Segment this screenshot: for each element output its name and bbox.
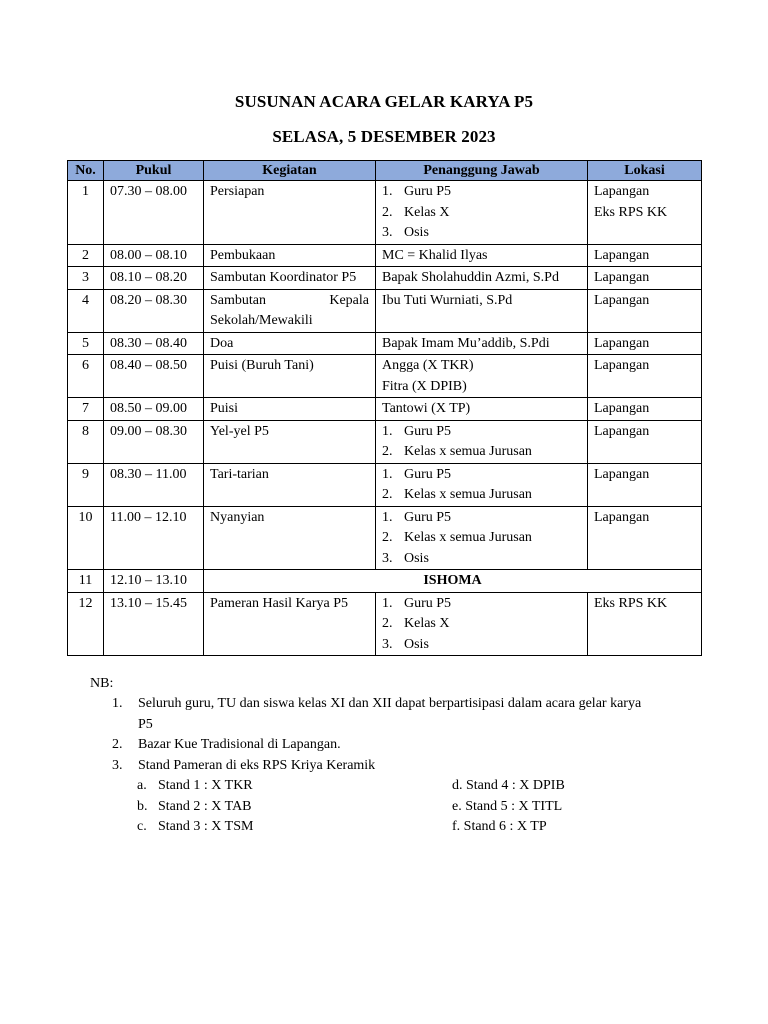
cell-no: 5 [68,332,104,355]
nb-item-line: P5 [138,716,153,732]
pj-number: 3. [382,225,393,240]
cell-lokasi [588,181,702,245]
pj-number: 1. [382,423,393,439]
cell-lokasi [588,463,702,506]
pj-number: 2. [382,487,393,502]
nb-item-line: Bazar Kue Tradisional di Lapangan. [138,737,341,752]
pj-name: Osis [404,550,429,566]
cell-ishoma: ISHOMA [204,570,702,593]
cell-kegiatan: Doa [204,332,376,355]
pj-list-item [382,614,581,635]
pj-number: 2. [382,204,393,220]
pj-list-item [382,182,581,203]
lokasi-line: Eks RPS KK [594,595,668,611]
pj-list [382,508,581,570]
document-title: SUSUNAN ACARA GELAR KARYA P5 [234,92,534,111]
pj-name: Kelas x semua Jurusan [404,487,532,502]
table-row [68,463,702,506]
cell-pukul: 08.40 – 08.50 [104,355,204,398]
cell-penanggung-jawab [376,506,588,570]
cell-pukul: 07.30 – 08.00 [104,181,204,245]
nb-item-text [138,694,641,735]
nb-item [112,735,682,756]
pj-number: 1. [382,595,393,611]
nb-item-text [138,735,341,756]
pj-name: Kelas x semua Jurusan [404,530,532,545]
lokasi-line: Lapangan [594,358,650,373]
pj-name: Kelas X [404,204,450,220]
pj-list-item [382,594,581,615]
nb-label: NB: [90,676,114,691]
pj-name: Osis [404,636,429,652]
pj-line: Fitra (X DPIB) [382,378,467,394]
cell-pukul: 08.00 – 08.10 [104,244,204,267]
cell-pukul: 11.00 – 12.10 [104,506,204,570]
kegiatan-line: Sambutan Kepala [210,292,369,308]
cell-kegiatan: Pameran Hasil Karya P5 [204,592,376,656]
stand-right-text: f. Stand 6 : X TP [452,819,547,834]
cell-pukul: 08.20 – 08.30 [104,289,204,332]
nb-item-number: 2. [112,737,123,752]
cell-no: 11 [68,570,104,593]
pj-name: Guru P5 [404,509,452,525]
cell-no: 9 [68,463,104,506]
cell-penanggung-jawab [376,420,588,463]
header-pukul: Pukul [104,161,204,181]
pj-list-item [382,465,581,486]
cell-penanggung-jawab [376,181,588,245]
pj-list-item [382,485,581,506]
stand-letter: a. [137,778,147,793]
nb-item [112,756,682,777]
stand-left [137,817,452,838]
cell-no: 3 [68,267,104,290]
cell-pukul: 08.10 – 08.20 [104,267,204,290]
lokasi-line: Lapangan [594,247,650,263]
pj-number: 2. [382,616,393,631]
cell-no: 10 [68,506,104,570]
pj-name: Kelas x semua Jurusan [404,444,532,459]
pj-list-item [382,635,581,656]
cell-pukul: 08.30 – 11.00 [104,463,204,506]
stand-row [137,817,617,838]
stand-left-text: Stand 3 : X TSM [158,819,254,834]
cell-pukul: 12.10 – 13.10 [104,570,204,593]
cell-lokasi [588,289,702,332]
table-row [68,332,702,355]
cell-kegiatan: Pembukaan [204,244,376,267]
pj-list-item [382,223,581,244]
pj-number: 1. [382,509,393,525]
cell-penanggung-jawab: Bapak Imam Mu’addib, S.Pdi [376,332,588,355]
pj-name: Guru P5 [404,466,452,482]
lokasi-line: Eks RPS KK [594,204,668,220]
cell-lokasi [588,332,702,355]
stand-row [137,776,617,797]
stand-left-text: Stand 2 : X TAB [158,798,252,814]
pj-number: 3. [382,550,393,566]
nb-item-line: Seluruh guru, TU dan siswa kelas XI dan XII dapat berpartisipasi dalam acara gelar karya [138,696,642,711]
cell-kegiatan: Puisi (Buruh Tani) [204,355,376,398]
pj-list [382,594,581,656]
cell-no: 1 [68,181,104,245]
nb-item-line: Stand Pameran di eks RPS Kriya Keramik [138,757,376,773]
table-row [68,289,702,332]
header-lokasi: Lokasi [588,161,702,181]
cell-kegiatan: Sambutan Koordinator P5 [204,267,376,290]
pj-number: 1. [382,184,393,199]
pj-list [382,465,581,506]
pj-list-item [382,442,581,463]
stand-row [137,797,617,818]
table-row [68,244,702,267]
nb-item-number: 3. [112,757,123,773]
cell-no: 2 [68,244,104,267]
schedule-table [67,160,702,656]
lokasi-line: Lapangan [594,184,650,199]
table-row [68,267,702,290]
cell-no: 6 [68,355,104,398]
pj-name: Kelas X [404,616,450,631]
lokasi-line: Lapangan [594,423,650,439]
cell-lokasi [588,244,702,267]
table-row [68,592,702,656]
cell-lokasi [588,506,702,570]
cell-penanggung-jawab [376,592,588,656]
pj-name: Guru P5 [404,423,452,439]
table-row [68,181,702,245]
pj-list-item [382,549,581,570]
pj-list-item [382,528,581,549]
pj-number: 3. [382,636,393,652]
cell-lokasi [588,267,702,290]
nb-item-text [138,756,375,777]
pj-name: Guru P5 [404,184,452,199]
nb-item [112,694,682,735]
table-row [68,420,702,463]
lokasi-line: Lapangan [594,401,650,416]
cell-pukul: 09.00 – 08.30 [104,420,204,463]
lokasi-line: Lapangan [594,270,650,285]
pj-line: Angga (X TKR) [382,358,474,373]
cell-lokasi [588,355,702,398]
nb-list [112,694,682,776]
pj-list-item [382,422,581,443]
stand-left [137,776,452,797]
cell-no: 12 [68,592,104,656]
cell-lokasi [588,398,702,421]
cell-kegiatan: Puisi [204,398,376,421]
cell-no: 8 [68,420,104,463]
table-row [68,506,702,570]
cell-penanggung-jawab [376,463,588,506]
lokasi-line: Lapangan [594,292,650,308]
stand-letter: c. [137,819,147,834]
header-no: No. [68,161,104,181]
cell-no: 7 [68,398,104,421]
pj-number: 1. [382,466,393,482]
lokasi-line: Lapangan [594,509,650,525]
cell-pukul: 13.10 – 15.45 [104,592,204,656]
stand-left-text: Stand 1 : X TKR [158,778,253,793]
document-date: SELASA, 5 DESEMBER 2023 [272,127,496,146]
header-penanggung-jawab: Penanggung Jawab [376,161,588,181]
cell-no: 4 [68,289,104,332]
table-row [68,355,702,398]
header-kegiatan: Kegiatan [204,161,376,181]
pj-name: Guru P5 [404,595,452,611]
table-header-row [68,161,702,181]
stand-letter: b. [137,798,148,814]
stand-right-text: e. Stand 5 : X TITL [452,798,563,814]
cell-lokasi [588,420,702,463]
nb-item-number: 1. [112,696,123,711]
lokasi-line: Lapangan [594,466,650,482]
table-row [68,570,702,593]
cell-penanggung-jawab: Ibu Tuti Wurniati, S.Pd [376,289,588,332]
pj-list [382,182,581,244]
cell-pukul: 08.30 – 08.40 [104,332,204,355]
table-body [68,181,702,656]
cell-penanggung-jawab: Tantowi (X TP) [376,398,588,421]
pj-list-item [382,203,581,224]
cell-penanggung-jawab: MC = Khalid Ilyas [376,244,588,267]
pj-list [382,422,581,463]
pj-number: 2. [382,444,393,459]
stand-list [137,776,617,838]
stand-left [137,797,452,818]
pj-list-item [382,508,581,529]
cell-penanggung-jawab [376,355,588,398]
cell-kegiatan: Nyanyian [204,506,376,570]
pj-number: 2. [382,530,393,545]
cell-kegiatan [204,289,376,332]
cell-penanggung-jawab: Bapak Sholahuddin Azmi, S.Pd [376,267,588,290]
cell-lokasi [588,592,702,656]
cell-kegiatan: Yel-yel P5 [204,420,376,463]
stand-right-text: d. Stand 4 : X DPIB [452,778,565,793]
lokasi-line: Lapangan [594,335,650,351]
cell-kegiatan: Tari-tarian [204,463,376,506]
pj-name: Osis [404,225,429,240]
cell-kegiatan: Persiapan [204,181,376,245]
kegiatan-line: Sekolah/Mewakili [210,313,313,328]
cell-pukul: 08.50 – 09.00 [104,398,204,421]
table-row [68,398,702,421]
